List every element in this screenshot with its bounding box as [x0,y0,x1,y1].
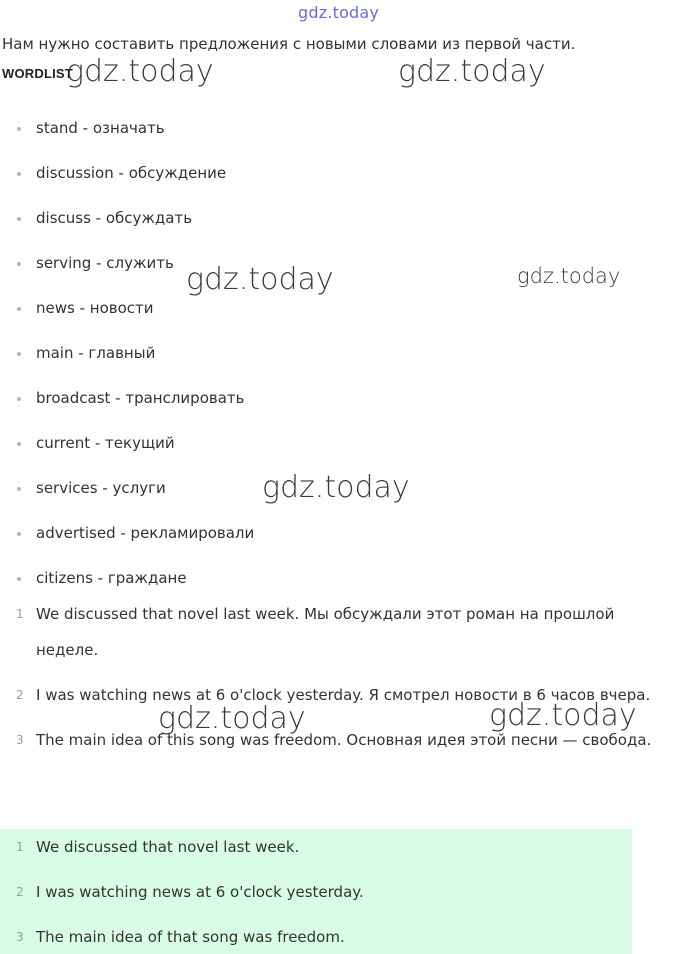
wordlist-item-text: stand - означать [36,119,165,137]
wordlist-item-text: discussion - обсуждение [36,164,227,182]
bullet-icon [17,127,21,131]
watermark-overlay: gdz.today [262,470,410,505]
wordlist-item-text: discuss - обсуждать [36,209,193,227]
example-text: I was watching news at 6 o'clock yesterday. Я смотрел новости в 6 часов вчера. [36,686,651,704]
answer-item [0,829,632,874]
wordlist-heading: WORDLIST [2,66,73,81]
wordlist-item-text: news - новости [36,299,154,317]
wordlist-item [0,286,254,331]
wordlist-item [0,511,254,556]
bullet-icon [17,532,21,536]
answer-text: The main idea of that song was freedom. [36,928,345,946]
bullet-icon [17,262,21,266]
wordlist-item [0,331,254,376]
wordlist [0,106,254,601]
item-number: 1 [16,607,24,621]
wordlist-item [0,466,254,511]
example-text: We discussed that novel last week. Мы обсуждали этот роман на прошлой неделе. [36,605,615,659]
example-item [0,596,680,668]
item-number: 1 [16,840,24,854]
watermark-overlay: gdz.today [517,264,621,288]
bullet-icon [17,577,21,581]
intro-text: Нам нужно составить предложения с новыми словами из первой части. [2,35,576,53]
answer-text: I was watching news at 6 o'clock yesterday. [36,883,364,901]
bullet-icon [17,352,21,356]
example-item [0,722,680,758]
wordlist-item-text: advertised - рекламировали [36,524,255,542]
watermark-overlay: gdz.today [489,698,637,733]
answer-block [0,829,632,954]
wordlist-item-text: citizens - граждане [36,569,187,587]
bullet-icon [17,172,21,176]
watermark-overlay: gdz.today [158,701,306,736]
wordlist-item [0,376,254,421]
bullet-icon [17,487,21,491]
wordlist-item [0,106,254,151]
example-text: The main idea of this song was freedom. Основная идея этой песни — свобода. [36,731,652,749]
answer-list [0,829,632,954]
wordlist-item-text: current - текущий [36,434,175,452]
answer-item [0,919,632,954]
example-sentences [0,596,680,767]
wordlist-item [0,241,254,286]
wordlist-item-text: services - услуги [36,479,166,497]
top-watermark: gdz.today [298,3,380,22]
answer-text: We discussed that novel last week. [36,838,300,856]
watermark-overlay: gdz.today [66,54,214,89]
watermark-overlay: gdz.today [398,54,546,89]
wordlist-item-text: main - главный [36,344,156,362]
bullet-icon [17,307,21,311]
bullet-icon [17,217,21,221]
answer-item [0,874,632,919]
wordlist-item [0,556,254,601]
item-number: 3 [16,930,24,944]
bullet-icon [17,397,21,401]
wordlist-item-text: broadcast - транслировать [36,389,245,407]
bullet-icon [17,442,21,446]
item-number: 2 [16,885,24,899]
watermark-overlay: gdz.today [186,262,334,297]
wordlist-item [0,196,254,241]
item-number: 3 [16,733,24,747]
wordlist-item [0,421,254,466]
item-number: 2 [16,688,24,702]
wordlist-item-text: serving - служить [36,254,174,272]
wordlist-item [0,151,254,196]
example-item [0,677,680,713]
